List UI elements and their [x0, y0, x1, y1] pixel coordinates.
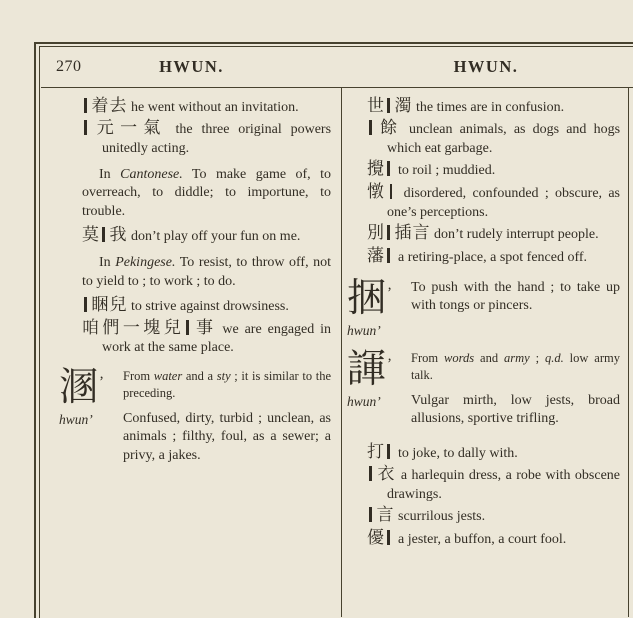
plain-text: and a — [182, 369, 217, 384]
headword-substitute-mark — [84, 297, 87, 312]
italic-text: army — [503, 351, 530, 366]
italic-text: Pekingese. — [115, 255, 176, 271]
column-left — [41, 88, 342, 617]
italic-text: q.d. — [544, 351, 564, 366]
entry-chinese-phrase: 憞 — [367, 182, 397, 201]
headword-definition — [411, 279, 620, 316]
entry-definition — [434, 227, 599, 242]
headword-substitute-mark — [186, 320, 189, 335]
plain-text: From — [411, 351, 444, 366]
plain-text: low army talk. — [411, 351, 620, 382]
plain-text: and — [474, 351, 504, 366]
headword-definition — [123, 368, 331, 401]
plain-text: we are engaged in work at the same place. — [102, 321, 332, 356]
headword-definitions — [411, 279, 620, 340]
two-column-layout — [41, 88, 633, 617]
running-head-left: HWUN. — [159, 57, 224, 76]
plain-text: don’t play off your fun on me. — [131, 228, 301, 244]
plain-text: a jester, a buffon, a court fool. — [398, 532, 567, 548]
entry-chinese-phrase: 藩 — [367, 246, 395, 265]
page-header — [41, 48, 633, 88]
dictionary-entry — [367, 183, 620, 222]
plain-text: disordered, confounded ; obscure, as one’s perceptions. — [387, 186, 621, 220]
entry-definition — [398, 163, 495, 178]
entry-definition — [131, 299, 289, 314]
entry-definition — [398, 446, 518, 461]
plain-text: ; — [529, 351, 545, 366]
tone-mark: ’ — [387, 284, 393, 301]
dictionary-entry — [367, 465, 620, 504]
page-content — [41, 48, 633, 618]
entry-definition — [131, 100, 299, 115]
entry-chinese-phrase: 攪 — [367, 159, 395, 178]
plain-text: to joke, to dally with. — [398, 445, 518, 461]
tone-mark: ’ — [387, 356, 393, 373]
plain-text: don’t rudely interrupt people. — [434, 227, 599, 243]
entry-chinese-phrase: 着去 — [82, 96, 128, 115]
headword-block — [347, 276, 620, 340]
entry-chinese-phrase: 衣 — [367, 464, 396, 483]
headword-block — [347, 350, 620, 437]
headword-substitute-mark — [387, 248, 390, 263]
plain-text: Vulgar mirth, low jests, broad allusions, sportive trifling. — [411, 392, 620, 427]
headword-definitions — [123, 368, 331, 473]
dialect-note-paragraph — [82, 166, 331, 221]
plain-text: In — [99, 166, 121, 182]
headword-substitute-mark — [387, 98, 390, 113]
entry-definition — [398, 532, 566, 547]
dictionary-entry — [82, 226, 331, 246]
dictionary-entry — [82, 97, 331, 117]
plain-text: In — [99, 255, 116, 271]
dictionary-entry — [367, 529, 620, 549]
dictionary-entry — [367, 97, 620, 117]
entry-chinese-phrase: 世 濁 — [367, 95, 413, 115]
entry-definition — [387, 468, 620, 501]
headword-substitute-mark — [387, 530, 390, 545]
italic-text: water — [153, 369, 183, 384]
plain-text: a harlequin dress, a robe with obscene drawings. — [387, 468, 620, 502]
dictionary-entry — [82, 319, 331, 358]
headword-cell — [347, 350, 411, 437]
headword-definition — [411, 392, 620, 429]
entry-definition — [398, 509, 485, 524]
headword-substitute-mark — [369, 507, 372, 522]
italic-text: words — [444, 351, 475, 366]
plain-text: To make game of, to overreach, to diddle; to importune, to trouble. — [82, 166, 331, 219]
plain-text: he went without an invitation. — [131, 99, 299, 115]
dialect-note-paragraph — [82, 254, 331, 291]
plain-text: to strive against drowsiness. — [131, 298, 289, 314]
headword-substitute-mark — [369, 466, 372, 481]
plain-text: Confused, dirty, turbid ; unclean, as animals ; filthy, foul, as a sewer; a privy, a jakes. — [123, 410, 331, 463]
page-number: 270 — [56, 58, 82, 75]
plain-text: a retiring-place, a spot fenced off. — [398, 250, 588, 266]
headword-substitute-mark — [84, 98, 87, 113]
italic-text: sty — [216, 369, 231, 384]
dictionary-entry — [367, 119, 620, 158]
headword-character: 捆’ — [347, 276, 393, 320]
plain-text: ; it is similar to the preceding. — [123, 369, 331, 400]
dictionary-entry — [367, 160, 620, 180]
headword-character: 溷’ — [59, 366, 105, 410]
plain-text: unclean animals, as dogs and hogs which eat garbage. — [387, 122, 621, 156]
headword-romanization: hwun’ — [347, 394, 381, 410]
headword-romanization: hwun’ — [59, 412, 93, 428]
entry-definition — [398, 250, 587, 265]
tone-mark: ’ — [99, 374, 105, 391]
headword-definitions — [411, 350, 620, 437]
entry-chinese-phrase: 言 — [367, 505, 395, 524]
headword-definition — [411, 350, 620, 383]
headword-cell — [59, 368, 123, 473]
headword-character: 諢’ — [347, 348, 393, 392]
entry-chinese-phrase: 餘 — [367, 118, 402, 137]
dictionary-entry — [82, 119, 331, 158]
dictionary-entry — [367, 224, 620, 244]
entry-chinese-phrase: 元一氣 — [82, 118, 167, 137]
dictionary-entry — [367, 506, 620, 526]
plain-text: To push with the hand ; to take up with tongs or pincers. — [411, 279, 620, 313]
headword-substitute-mark — [102, 227, 105, 242]
headword-definition — [123, 410, 331, 465]
entry-definition — [131, 229, 300, 244]
entry-chinese-phrase: 優 — [367, 528, 395, 547]
dictionary-entry — [82, 296, 331, 316]
headword-substitute-mark — [390, 184, 393, 199]
plain-text: From — [123, 369, 154, 384]
plain-text: To resist, to throw off, not to yield to ; to work ; to do. — [82, 255, 331, 289]
headword-substitute-mark — [84, 120, 87, 135]
entry-definition — [416, 100, 564, 115]
headword-block — [59, 368, 331, 473]
entry-definition — [387, 186, 620, 219]
entry-chinese-phrase: 睏兒 — [82, 295, 128, 314]
entry-chinese-phrase: 咱們一塊兒 事 — [82, 317, 217, 337]
dictionary-entry — [367, 247, 620, 267]
column-right — [342, 88, 629, 617]
headword-cell — [347, 276, 411, 340]
running-head-right: HWUN. — [453, 57, 519, 76]
headword-substitute-mark — [369, 120, 372, 135]
headword-substitute-mark — [387, 161, 390, 176]
headword-substitute-mark — [387, 225, 390, 240]
entry-chinese-phrase: 莫 我 — [82, 224, 128, 244]
plain-text: scurrilous jests. — [398, 509, 486, 525]
entry-chinese-phrase: 打 — [367, 442, 395, 461]
dictionary-entry — [367, 443, 620, 463]
entry-chinese-phrase: 別 插言 — [367, 223, 431, 243]
headword-substitute-mark — [387, 444, 390, 459]
headword-romanization: hwun’ — [347, 322, 381, 338]
plain-text: to roil ; muddied. — [398, 163, 496, 179]
italic-text: Cantonese. — [120, 166, 183, 182]
entry-definition — [387, 122, 620, 155]
plain-text: the three original powers unitedly acting. — [102, 122, 332, 156]
plain-text: the times are in confusion. — [416, 99, 565, 115]
